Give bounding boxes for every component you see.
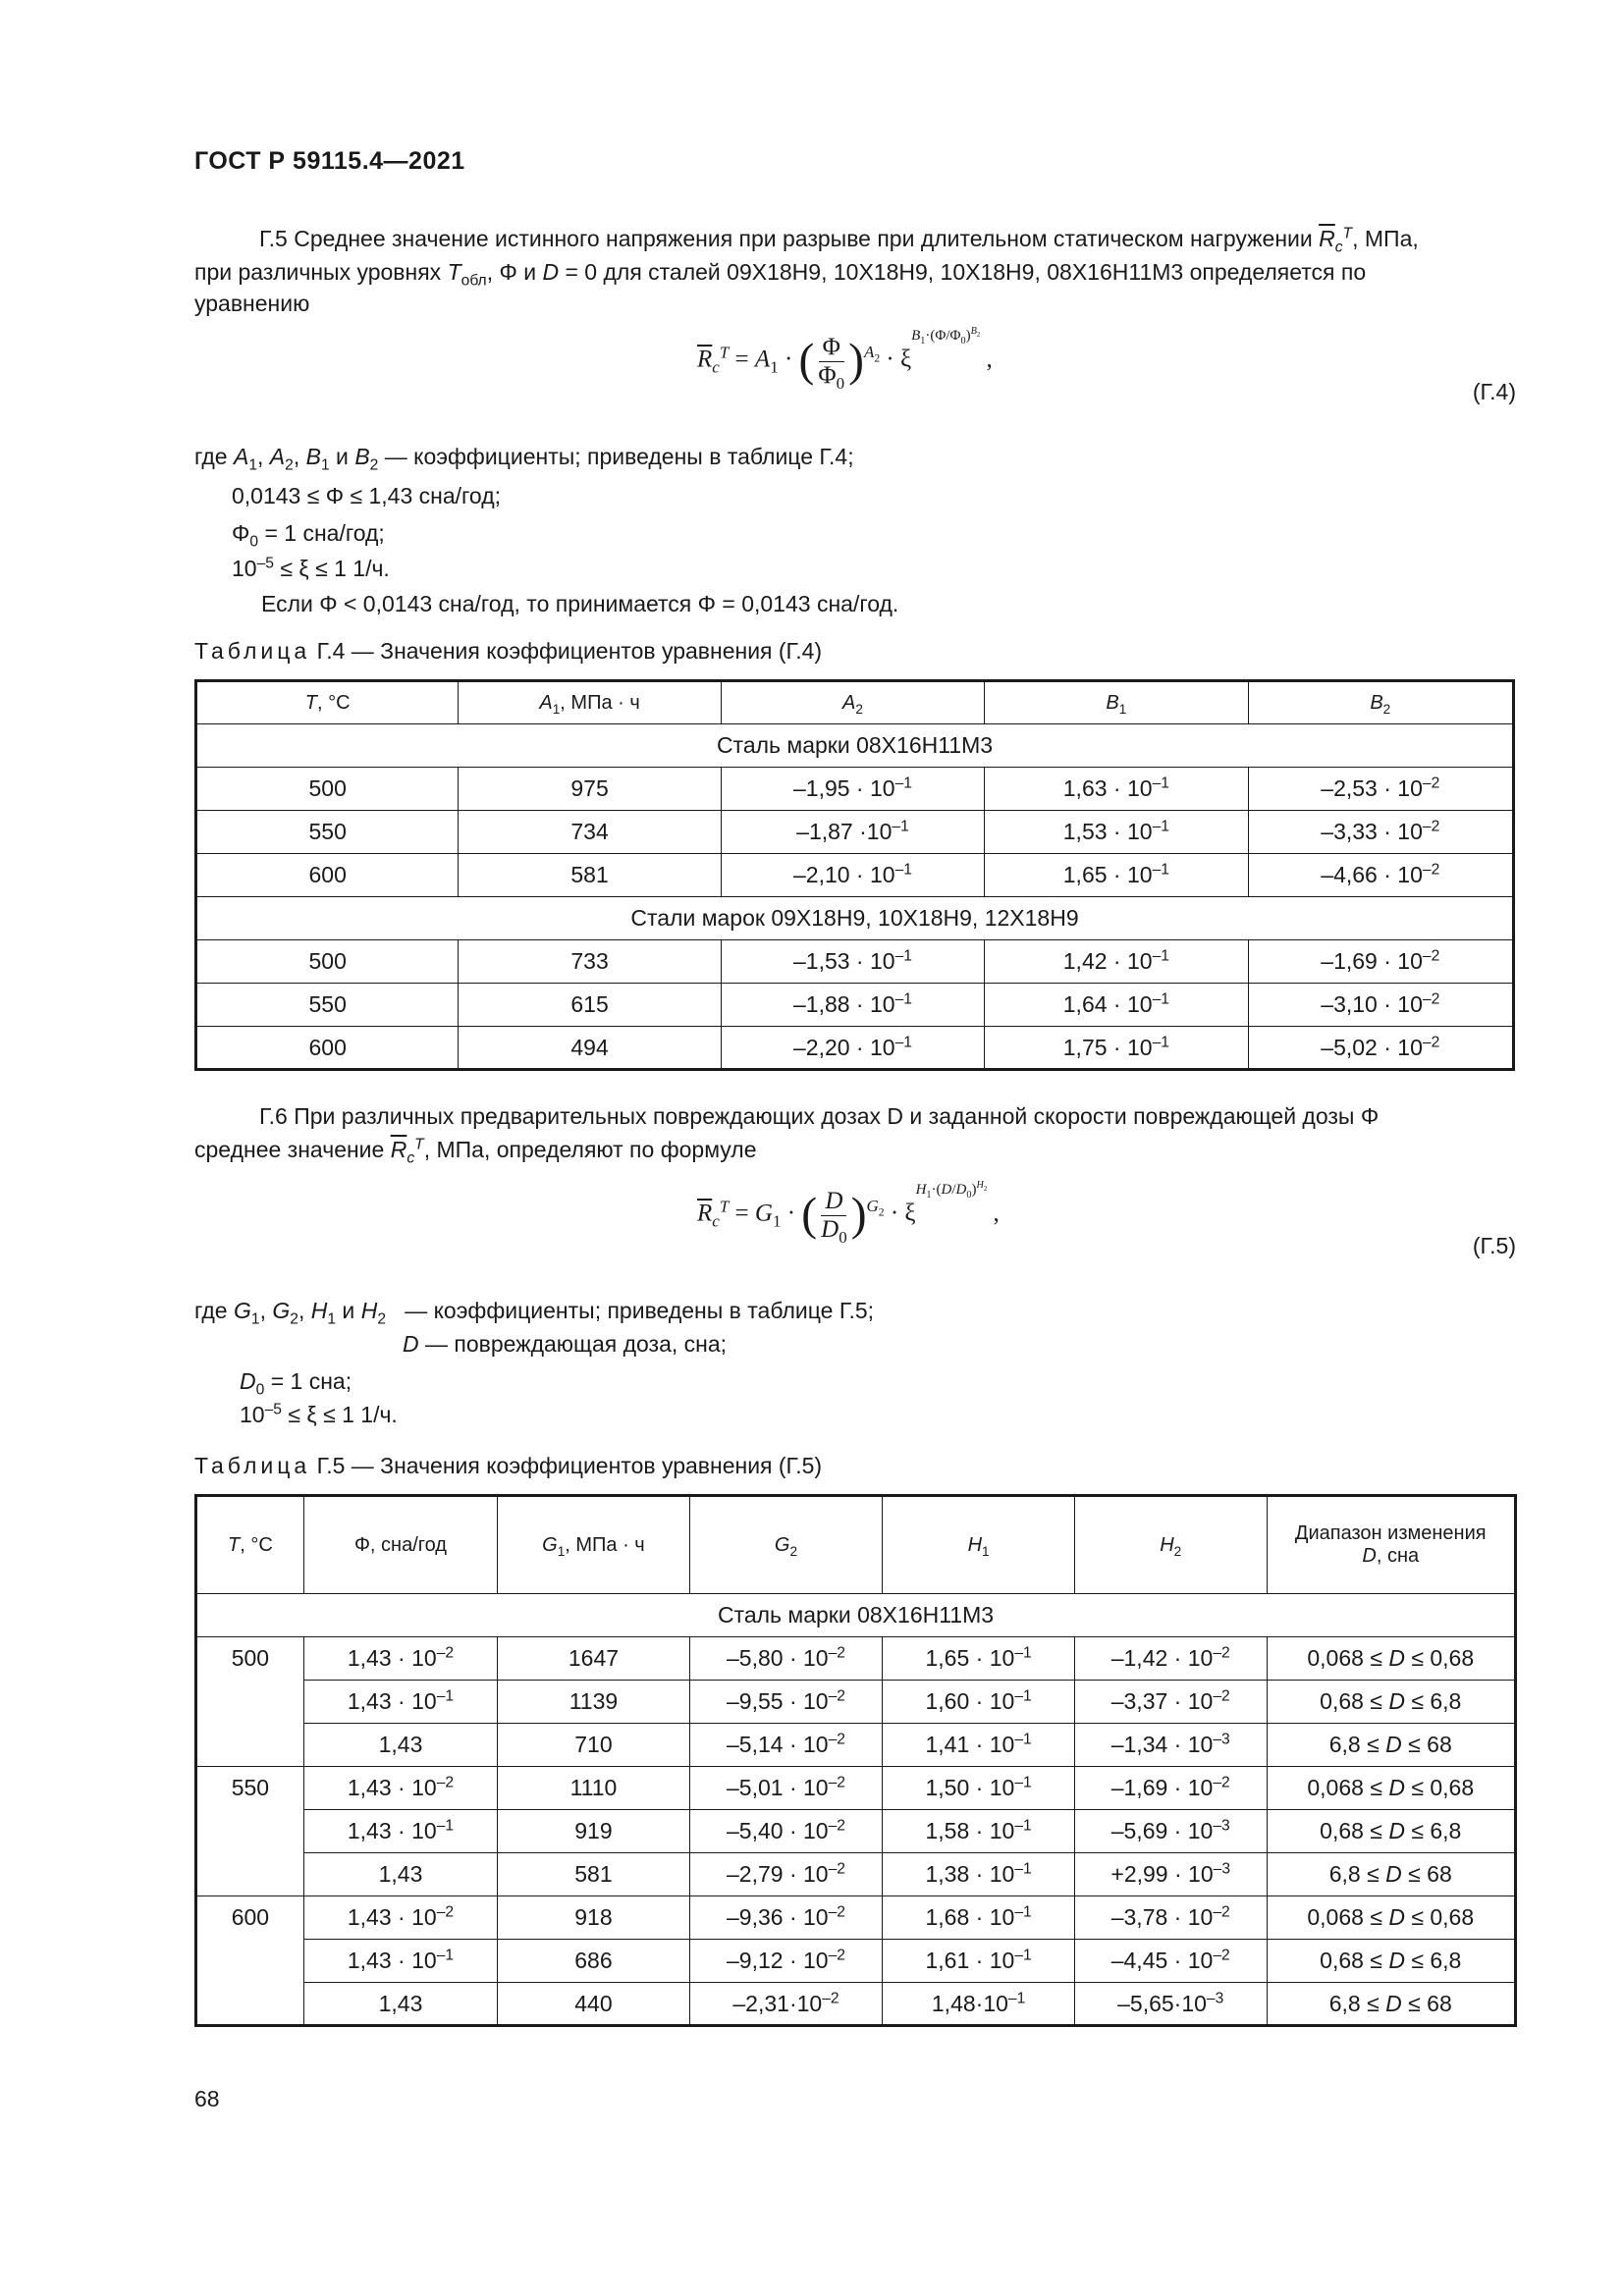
table-cell: 1,43 xyxy=(303,1853,497,1896)
table-cell: $1,65 \cdot 10^{-1}$ xyxy=(985,854,1248,897)
g5-note: Если Φ < 0,0143 сна/год, то принимается Φ = 0,0143 сна/год. xyxy=(261,591,899,616)
table-g4-group-row xyxy=(196,897,1514,940)
table-cell: 1139 xyxy=(498,1681,689,1724)
table-cell: $-9,55 \cdot 10^{-2}$ xyxy=(689,1681,883,1724)
table-cell: $-5,40 \cdot 10^{-2}$ xyxy=(689,1810,883,1853)
table-cell: 733 xyxy=(459,940,721,984)
page-number: 68 xyxy=(194,2086,220,2111)
table-cell-temperature: 500 xyxy=(196,1637,304,1767)
table-g5-group-row xyxy=(196,1594,1516,1637)
table-cell-temperature: 600 xyxy=(196,1896,304,2026)
table-row xyxy=(196,1724,1516,1767)
table-cell: $-3,10 \cdot 10^{-2}$ xyxy=(1248,984,1513,1027)
table-cell: $1,41 \cdot 10^{-1}$ xyxy=(883,1724,1075,1767)
table-cell: 0,68 ≤ D ≤ 6,8 xyxy=(1267,1940,1515,1983)
table-cell: $-3,78 \cdot 10^{-2}$ xyxy=(1074,1896,1267,1940)
table-cell: $-5,01 \cdot 10^{-2}$ xyxy=(689,1767,883,1810)
table-cell: $-3,33 \cdot 10^{-2}$ xyxy=(1248,811,1513,854)
table-g5-header-phi: Φ, сна/год xyxy=(303,1496,497,1594)
table-g5 xyxy=(194,1494,1517,2027)
table-cell: 1,43 xyxy=(303,1983,497,2026)
table-cell: 975 xyxy=(459,768,721,811)
g5-condition-phi: 0,0143 ≤ Φ ≤ 1,43 сна/год; xyxy=(232,483,502,508)
table-row xyxy=(196,1810,1516,1853)
table-cell: 494 xyxy=(459,1027,721,1070)
table-g5-header-h2: $H_2$ xyxy=(1074,1496,1267,1594)
table-row xyxy=(196,1681,1516,1724)
table-g4-group1-title: Сталь марки 08Х16Н11М3 xyxy=(196,724,1514,768)
table-cell: $1,64 \cdot 10^{-1}$ xyxy=(985,984,1248,1027)
table-cell: 581 xyxy=(459,854,721,897)
table-row xyxy=(196,1983,1516,2026)
equation-g5-number: (Г.5) xyxy=(1472,1233,1516,1258)
table-cell: $-4,45 \cdot 10^{-2}$ xyxy=(1074,1940,1267,1983)
table-cell: $1,42 \cdot 10^{-1}$ xyxy=(985,940,1248,984)
table-cell: $-1,69 \cdot 10^{-2}$ xyxy=(1074,1767,1267,1810)
table-g4-header-row xyxy=(196,681,1514,724)
table-cell: $-2,10 \cdot 10^{-1}$ xyxy=(721,854,984,897)
g6-where-line: где $G_1$, $G_2$, $H_1$ и $H_2$ — коэффициенты; приведены в таблице Г.5; xyxy=(194,1298,875,1328)
g6-condition-xi: $10^{-5} \le \xi \le 1$ 1/ч. xyxy=(240,1401,398,1427)
document-code: ГОСТ Р 59115.4—2021 xyxy=(194,147,465,175)
g6-paragraph-line1: Г.6 При различных предварительных повреждающих дозах D и заданной скорости повреждающей дозы Φ xyxy=(259,1103,1380,1129)
table-cell: 6,8 ≤ D ≤ 68 xyxy=(1267,1853,1515,1896)
equation-g5: $\overline{R}_c^T = G_1$ · ( $\frac{D}{D_0}$ )$^{G_2} \cdot \xi^{H_1\cdot(D/D_0)^{H_2}}$ , xyxy=(697,1180,1000,1247)
table-cell: $-1,95 \cdot 10^{-1}$ xyxy=(721,768,984,811)
table-cell: 6,8 ≤ D ≤ 68 xyxy=(1267,1983,1515,2026)
table-cell: $1,60 \cdot 10^{-1}$ xyxy=(883,1681,1075,1724)
table-g5-header-g2: $G_2$ xyxy=(689,1496,883,1594)
g6-definition-d: D — повреждающая доза, сна; xyxy=(403,1331,728,1357)
table-cell: $-5,65\cdot 10^{-3}$ xyxy=(1074,1983,1267,2026)
table-cell: $1,38 \cdot 10^{-1}$ xyxy=(883,1853,1075,1896)
g5-condition-phi0: $\Phi_0 = 1$ сна/год; xyxy=(232,520,385,551)
table-cell: 0,68 ≤ D ≤ 6,8 xyxy=(1267,1681,1515,1724)
table-cell: $-1,88 \cdot 10^{-1}$ xyxy=(721,984,984,1027)
table-cell: $-1,42 \cdot 10^{-2}$ xyxy=(1074,1637,1267,1681)
table-cell: 1110 xyxy=(498,1767,689,1810)
table-cell: $1,68 \cdot 10^{-1}$ xyxy=(883,1896,1075,1940)
table-cell: $1,50 \cdot 10^{-1}$ xyxy=(883,1767,1075,1810)
table-cell: 1,43 xyxy=(303,1724,497,1767)
table-cell: $-2,20 \cdot 10^{-1}$ xyxy=(721,1027,984,1070)
table-cell: 734 xyxy=(459,811,721,854)
table-cell: 550 xyxy=(196,811,459,854)
table-g5-header-row xyxy=(196,1496,1516,1594)
table-cell: $-2,79 \cdot 10^{-2}$ xyxy=(689,1853,883,1896)
table-cell: 918 xyxy=(498,1896,689,1940)
table-g4-header-t: T, °C xyxy=(196,681,459,724)
table-g5-header-h1: $H_1$ xyxy=(883,1496,1075,1594)
table-cell-temperature: 550 xyxy=(196,1767,304,1896)
table-cell: $-5,69 \cdot 10^{-3}$ xyxy=(1074,1810,1267,1853)
table-g5-group1-title: Сталь марки 08Х16Н11М3 xyxy=(196,1594,1516,1637)
table-row xyxy=(196,1940,1516,1983)
table-cell: $1,53 \cdot 10^{-1}$ xyxy=(985,811,1248,854)
table-cell: $-9,12 \cdot 10^{-2}$ xyxy=(689,1940,883,1983)
table-g4-group-row xyxy=(196,724,1514,768)
table-cell: $-5,14 \cdot 10^{-2}$ xyxy=(689,1724,883,1767)
table-cell: $-2,31\cdot 10^{-2}$ xyxy=(689,1983,883,2026)
table-row xyxy=(196,768,1514,811)
g5-paragraph-line1: Г.5 Среднее значение истинного напряжения при разрыве при длительном статическом нагружении $\overline{R}_c^T$, МПа, xyxy=(259,225,1419,256)
table-cell: $1,43 \cdot 10^{-2}$ xyxy=(303,1637,497,1681)
table-cell: $1,75 \cdot 10^{-1}$ xyxy=(985,1027,1248,1070)
table-cell: 0,68 ≤ D ≤ 6,8 xyxy=(1267,1810,1515,1853)
table-g4-caption: Таблица Г.4 — Значения коэффициентов уравнения (Г.4) xyxy=(194,638,823,664)
table-cell: $1,43 \cdot 10^{-1}$ xyxy=(303,1810,497,1853)
table-cell: 581 xyxy=(498,1853,689,1896)
table-g5-caption: Таблица Г.5 — Значения коэффициентов уравнения (Г.5) xyxy=(194,1453,823,1478)
table-cell: $-5,80 \cdot 10^{-2}$ xyxy=(689,1637,883,1681)
table-row xyxy=(196,854,1514,897)
table-cell: $+2,99 \cdot 10^{-3}$ xyxy=(1074,1853,1267,1896)
table-g4-header-a1: $A_1$, МПа · ч xyxy=(459,681,721,724)
table-cell: 1647 xyxy=(498,1637,689,1681)
table-cell: 440 xyxy=(498,1983,689,2026)
table-cell: 0,068 ≤ D ≤ 0,68 xyxy=(1267,1767,1515,1810)
table-cell: $1,43 \cdot 10^{-2}$ xyxy=(303,1896,497,1940)
table-row xyxy=(196,1027,1514,1070)
table-cell: 0,068 ≤ D ≤ 0,68 xyxy=(1267,1637,1515,1681)
table-cell: 0,068 ≤ D ≤ 0,68 xyxy=(1267,1896,1515,1940)
table-cell: $-2,53 \cdot 10^{-2}$ xyxy=(1248,768,1513,811)
table-cell: $-9,36 \cdot 10^{-2}$ xyxy=(689,1896,883,1940)
table-cell: $-1,87 \cdot 10^{-1}$ xyxy=(721,811,984,854)
table-g4-header-b1: $B_1$ xyxy=(985,681,1248,724)
table-row xyxy=(196,1637,1516,1681)
table-g4-header-a2: $A_2$ xyxy=(721,681,984,724)
table-cell: 710 xyxy=(498,1724,689,1767)
table-row xyxy=(196,940,1514,984)
table-g4-group2-title: Стали марок 09Х18Н9, 10Х18Н9, 12Х18Н9 xyxy=(196,897,1514,940)
g5-condition-xi: $10^{-5} \le \xi \le 1$ 1/ч. xyxy=(232,555,390,581)
table-cell: 686 xyxy=(498,1940,689,1983)
g6-condition-d0: $D_0 = 1$ сна; xyxy=(240,1368,352,1399)
table-cell: 615 xyxy=(459,984,721,1027)
table-cell: $-4,66 \cdot 10^{-2}$ xyxy=(1248,854,1513,897)
table-cell: $1,63 \cdot 10^{-1}$ xyxy=(985,768,1248,811)
table-cell: $1,61 \cdot 10^{-1}$ xyxy=(883,1940,1075,1983)
table-cell: $1,43 \cdot 10^{-1}$ xyxy=(303,1681,497,1724)
table-cell: $-1,34 \cdot 10^{-3}$ xyxy=(1074,1724,1267,1767)
table-row xyxy=(196,1767,1516,1810)
g5-paragraph-line3: уравнению xyxy=(194,291,310,316)
table-cell: $1,43 \cdot 10^{-2}$ xyxy=(303,1767,497,1810)
table-g5-header-t: T, °C xyxy=(196,1496,304,1594)
table-cell: $1,48\cdot 10^{-1}$ xyxy=(883,1983,1075,2026)
table-row xyxy=(196,1896,1516,1940)
table-cell: $1,65 \cdot 10^{-1}$ xyxy=(883,1637,1075,1681)
g5-paragraph-line2: при различных уровнях $T_{обл}$, Φ и D = 0 для сталей 09Х18Н9, 10Х18Н9, 10Х18Н9, 08Х16Н11М3 определяется по xyxy=(194,259,1367,290)
table-cell: 500 xyxy=(196,768,459,811)
table-g4-header-b2: $B_2$ xyxy=(1248,681,1513,724)
table-cell: 550 xyxy=(196,984,459,1027)
equation-g4-number: (Г.4) xyxy=(1472,379,1516,404)
table-row xyxy=(196,811,1514,854)
table-cell: 500 xyxy=(196,940,459,984)
table-cell: 600 xyxy=(196,1027,459,1070)
table-g4 xyxy=(194,679,1515,1071)
table-g5-header-range: Диапазон изменения D, сна xyxy=(1267,1496,1515,1594)
table-cell: $-3,37 \cdot 10^{-2}$ xyxy=(1074,1681,1267,1724)
g5-where-line: где $A_1$, $A_2$, $B_1$ и $B_2$ — коэффициенты; приведены в таблице Г.4; xyxy=(194,444,854,474)
table-g5-header-g1: $G_1$, МПа · ч xyxy=(498,1496,689,1594)
table-row xyxy=(196,1853,1516,1896)
table-cell: $-5,02 \cdot 10^{-2}$ xyxy=(1248,1027,1513,1070)
table-cell: $-1,69 \cdot 10^{-2}$ xyxy=(1248,940,1513,984)
table-cell: $-1,53 \cdot 10^{-1}$ xyxy=(721,940,984,984)
table-cell: 919 xyxy=(498,1810,689,1853)
table-cell: $1,43 \cdot 10^{-1}$ xyxy=(303,1940,497,1983)
table-cell: 6,8 ≤ D ≤ 68 xyxy=(1267,1724,1515,1767)
table-row xyxy=(196,984,1514,1027)
table-cell: $1,58 \cdot 10^{-1}$ xyxy=(883,1810,1075,1853)
equation-g4: $\overline{R}_c^T = A_1$ · ( $\frac{\Phi}{\Phi_0}$ )$^{A_2} \cdot \xi^{B_1\cdot(\Phi/\Phi_0)^{B_2}}$ , xyxy=(697,326,993,393)
g6-paragraph-line2: среднее значение $\overline{R}_c^T$, МПа, определяют по формуле xyxy=(194,1136,757,1167)
table-cell: 600 xyxy=(196,854,459,897)
